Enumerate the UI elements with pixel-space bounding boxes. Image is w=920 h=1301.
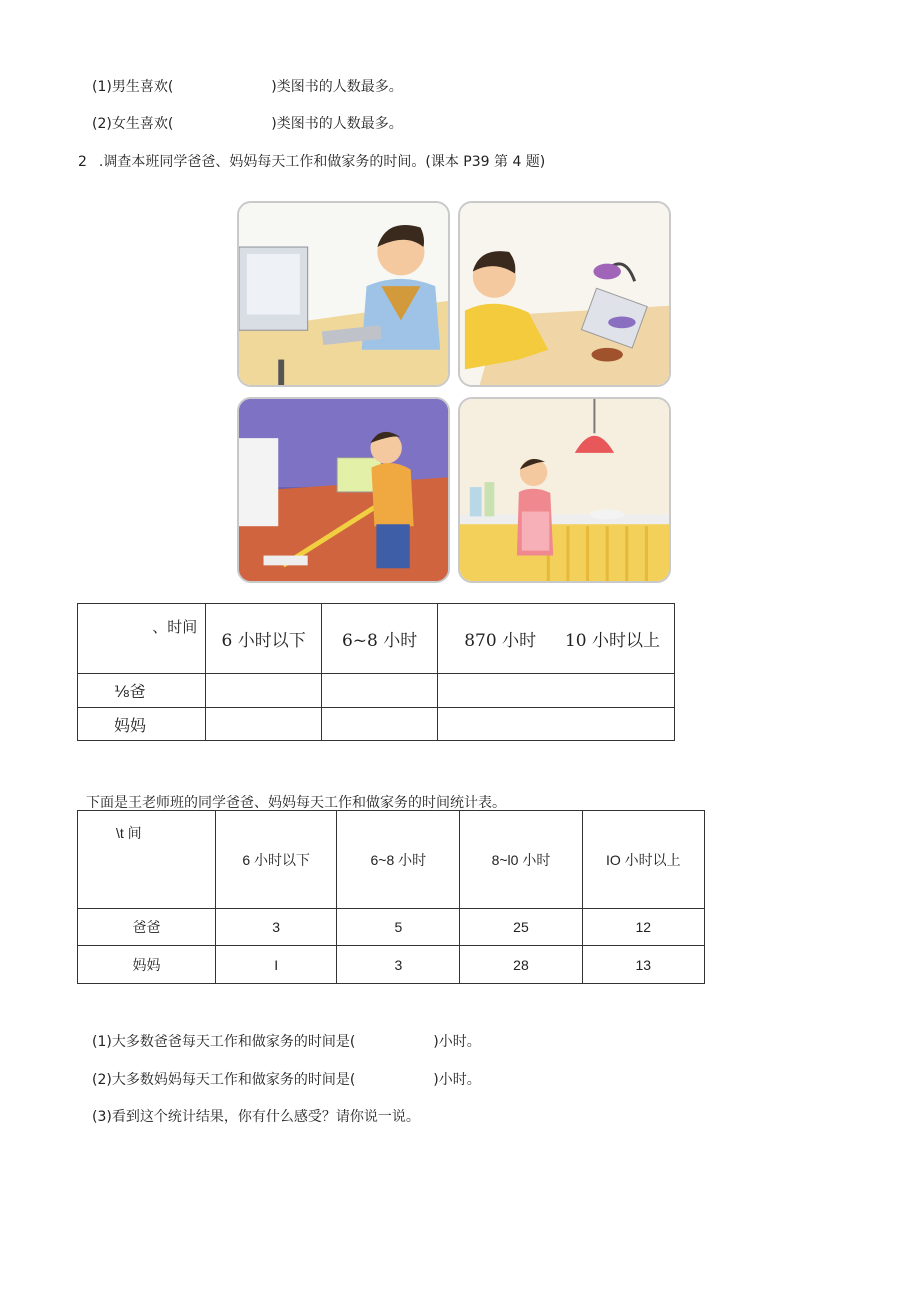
stats-header-row: [78, 811, 705, 909]
stats-table: [77, 810, 705, 984]
stats-header: 8~l0 小时: [460, 811, 582, 909]
question-mom-prefix: (2)大多数妈妈每天工作和做家务的时间是(: [92, 1072, 356, 1088]
stats-row-mom: [78, 946, 705, 984]
stats-corner: \t 间: [78, 811, 216, 909]
stats-cell: 13: [582, 946, 704, 984]
stats-cell: 3: [337, 946, 460, 984]
stats-cell: 3: [216, 909, 337, 946]
survey-corner: 、时间: [78, 604, 206, 674]
question-boys-suffix: )类图书的人数最多。: [271, 79, 403, 95]
question-dad-majority: [92, 1031, 481, 1051]
stats-cell: 28: [460, 946, 582, 984]
survey-header: 6~8 小时: [322, 604, 438, 674]
stats-header: 6 小时以下: [216, 811, 337, 909]
illustration-mom-working: [458, 201, 671, 387]
survey-cell[interactable]: [322, 708, 438, 741]
question-2-number: 2: [78, 154, 87, 170]
question-mom-majority: [92, 1069, 481, 1089]
survey-cell[interactable]: [206, 708, 322, 741]
survey-cell[interactable]: [438, 674, 675, 708]
stats-cell: 5: [337, 909, 460, 946]
question-mom-suffix: )小时。: [433, 1072, 481, 1088]
illustration-dad-working: [237, 201, 450, 387]
stats-caption: 下面是王老师班的同学爸爸、妈妈每天工作和做家务的时间统计表。: [86, 795, 506, 811]
stats-header: IO 小时以上: [582, 811, 704, 909]
question-dad-prefix: (1)大多数爸爸每天工作和做家务的时间是(: [92, 1034, 356, 1050]
question-2-text: .调查本班同学爸爸、妈妈每天工作和做家务的时间。(课本 P39 第 4 题): [98, 154, 546, 170]
stats-header: 6~8 小时: [337, 811, 460, 909]
question-girls: [92, 113, 403, 133]
question-dad-suffix: )小时。: [433, 1034, 481, 1050]
question-reflection: (3)看到这个统计结果，你有什么感受？请你说一说。: [92, 1109, 420, 1125]
survey-table: [77, 603, 675, 741]
survey-row-mom: [78, 708, 675, 741]
question-boys-prefix: (1)男生喜欢(: [92, 79, 174, 95]
question-girls-prefix: (2)女生喜欢(: [92, 116, 174, 132]
stats-row-label: 爸爸: [78, 909, 216, 946]
stats-cell: 12: [582, 909, 704, 946]
stats-cell: I: [216, 946, 337, 984]
survey-header: 870 小时: [464, 631, 537, 651]
survey-cell[interactable]: [322, 674, 438, 708]
survey-header-row: [78, 604, 675, 674]
survey-row-label: 妈妈: [78, 708, 206, 741]
survey-cell[interactable]: [206, 674, 322, 708]
survey-header-merged: [438, 604, 675, 674]
stats-row-label: 妈妈: [78, 946, 216, 984]
survey-cell[interactable]: [438, 708, 675, 741]
illustration-dad-housework: [237, 397, 450, 583]
stats-cell: 25: [460, 909, 582, 946]
survey-header: 10 小时以上: [564, 631, 660, 651]
question-boys: [92, 76, 403, 96]
survey-row-dad: [78, 674, 675, 708]
survey-row-label: ⅛爸: [78, 674, 206, 708]
question-girls-suffix: )类图书的人数最多。: [271, 116, 403, 132]
survey-header: 6 小时以下: [206, 604, 322, 674]
stats-row-dad: [78, 909, 705, 946]
question-2: [78, 151, 545, 171]
illustration-mom-housework: [458, 397, 671, 583]
